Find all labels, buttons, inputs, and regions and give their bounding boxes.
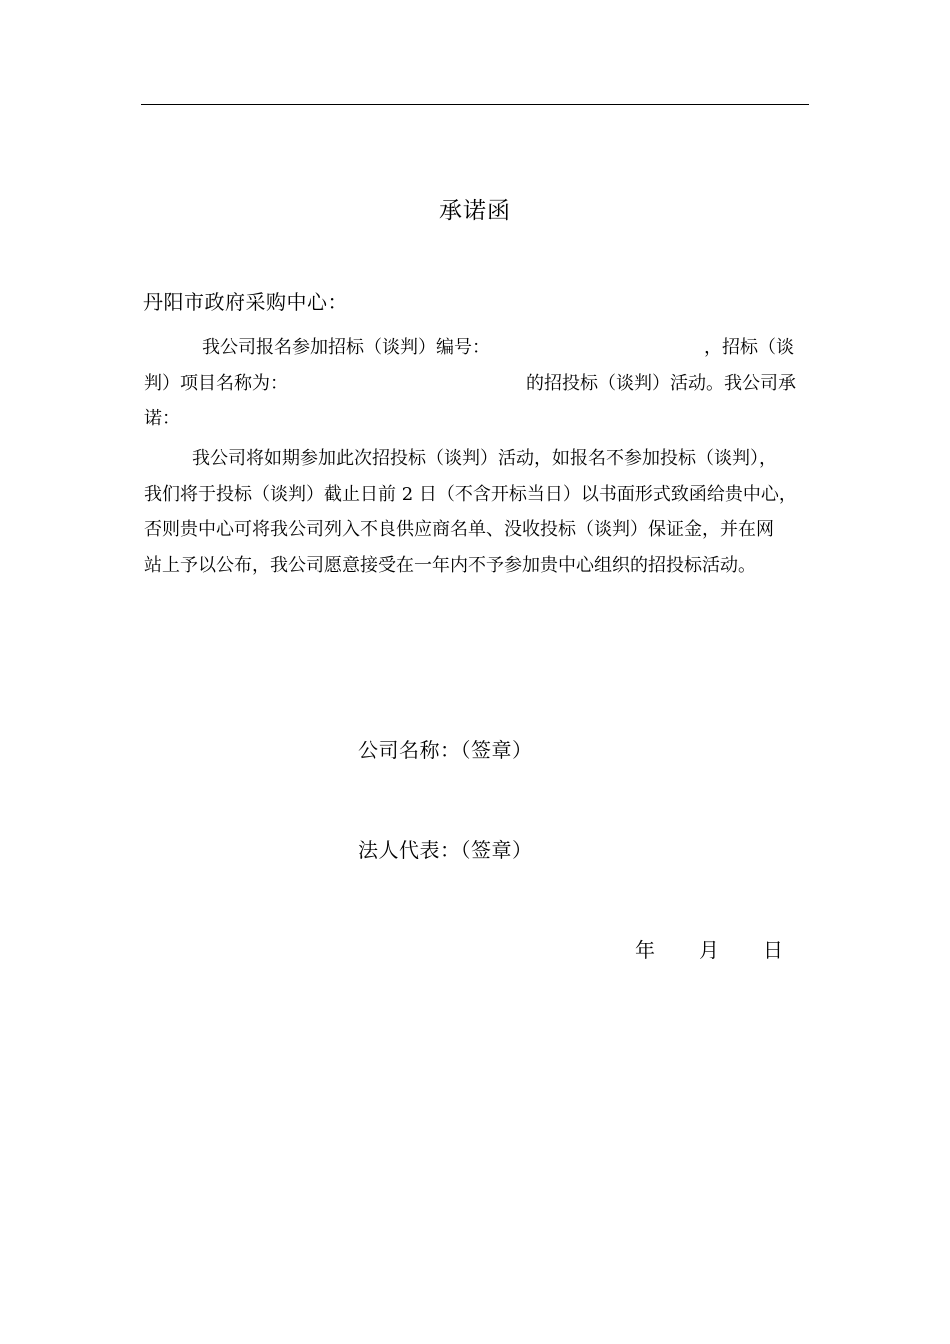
- paragraph-line: 我公司将如期参加此次招投标（谈判）活动，如报名不参加投标（谈判），: [192, 448, 777, 469]
- paragraph-registration: [144, 330, 807, 437]
- date-day: 日: [763, 938, 783, 962]
- paragraph-line: 否则贵中心可将我公司列入不良供应商名单、没收投标（谈判）保证金，并在网: [144, 519, 774, 540]
- paragraph-text: 的招投标（谈判）活动。我公司承: [526, 372, 796, 394]
- company-name-signature: 公司名称：（签章）: [358, 738, 533, 762]
- header-rule: [141, 104, 809, 105]
- paragraph-line: [144, 366, 807, 402]
- paragraph-commitment: [144, 441, 807, 583]
- addressee: 丹阳市政府采购中心：: [143, 290, 348, 314]
- paragraph-line: 诺：: [144, 408, 180, 429]
- registration-number-label: 我公司报名参加招标（谈判）编号：: [202, 337, 490, 358]
- document-title: 承诺函: [439, 198, 511, 224]
- paragraph-line: 站上予以公布，我公司愿意接受在一年内不予参加贵中心组织的招投标活动。: [144, 554, 756, 576]
- project-name-label: 判）项目名称为：: [144, 372, 288, 394]
- legal-representative-signature: 法人代表：（签章）: [358, 838, 533, 862]
- date-year: 年: [635, 938, 655, 962]
- paragraph-text: ，招标（谈: [704, 337, 794, 358]
- paragraph-line: 我们将于投标（谈判）截止日前 2 日（不含开标当日）以书面形式致函给贵中心，: [144, 483, 797, 505]
- date-month: 月: [699, 938, 719, 962]
- date-line: [635, 934, 783, 963]
- paragraph-line: [144, 330, 807, 366]
